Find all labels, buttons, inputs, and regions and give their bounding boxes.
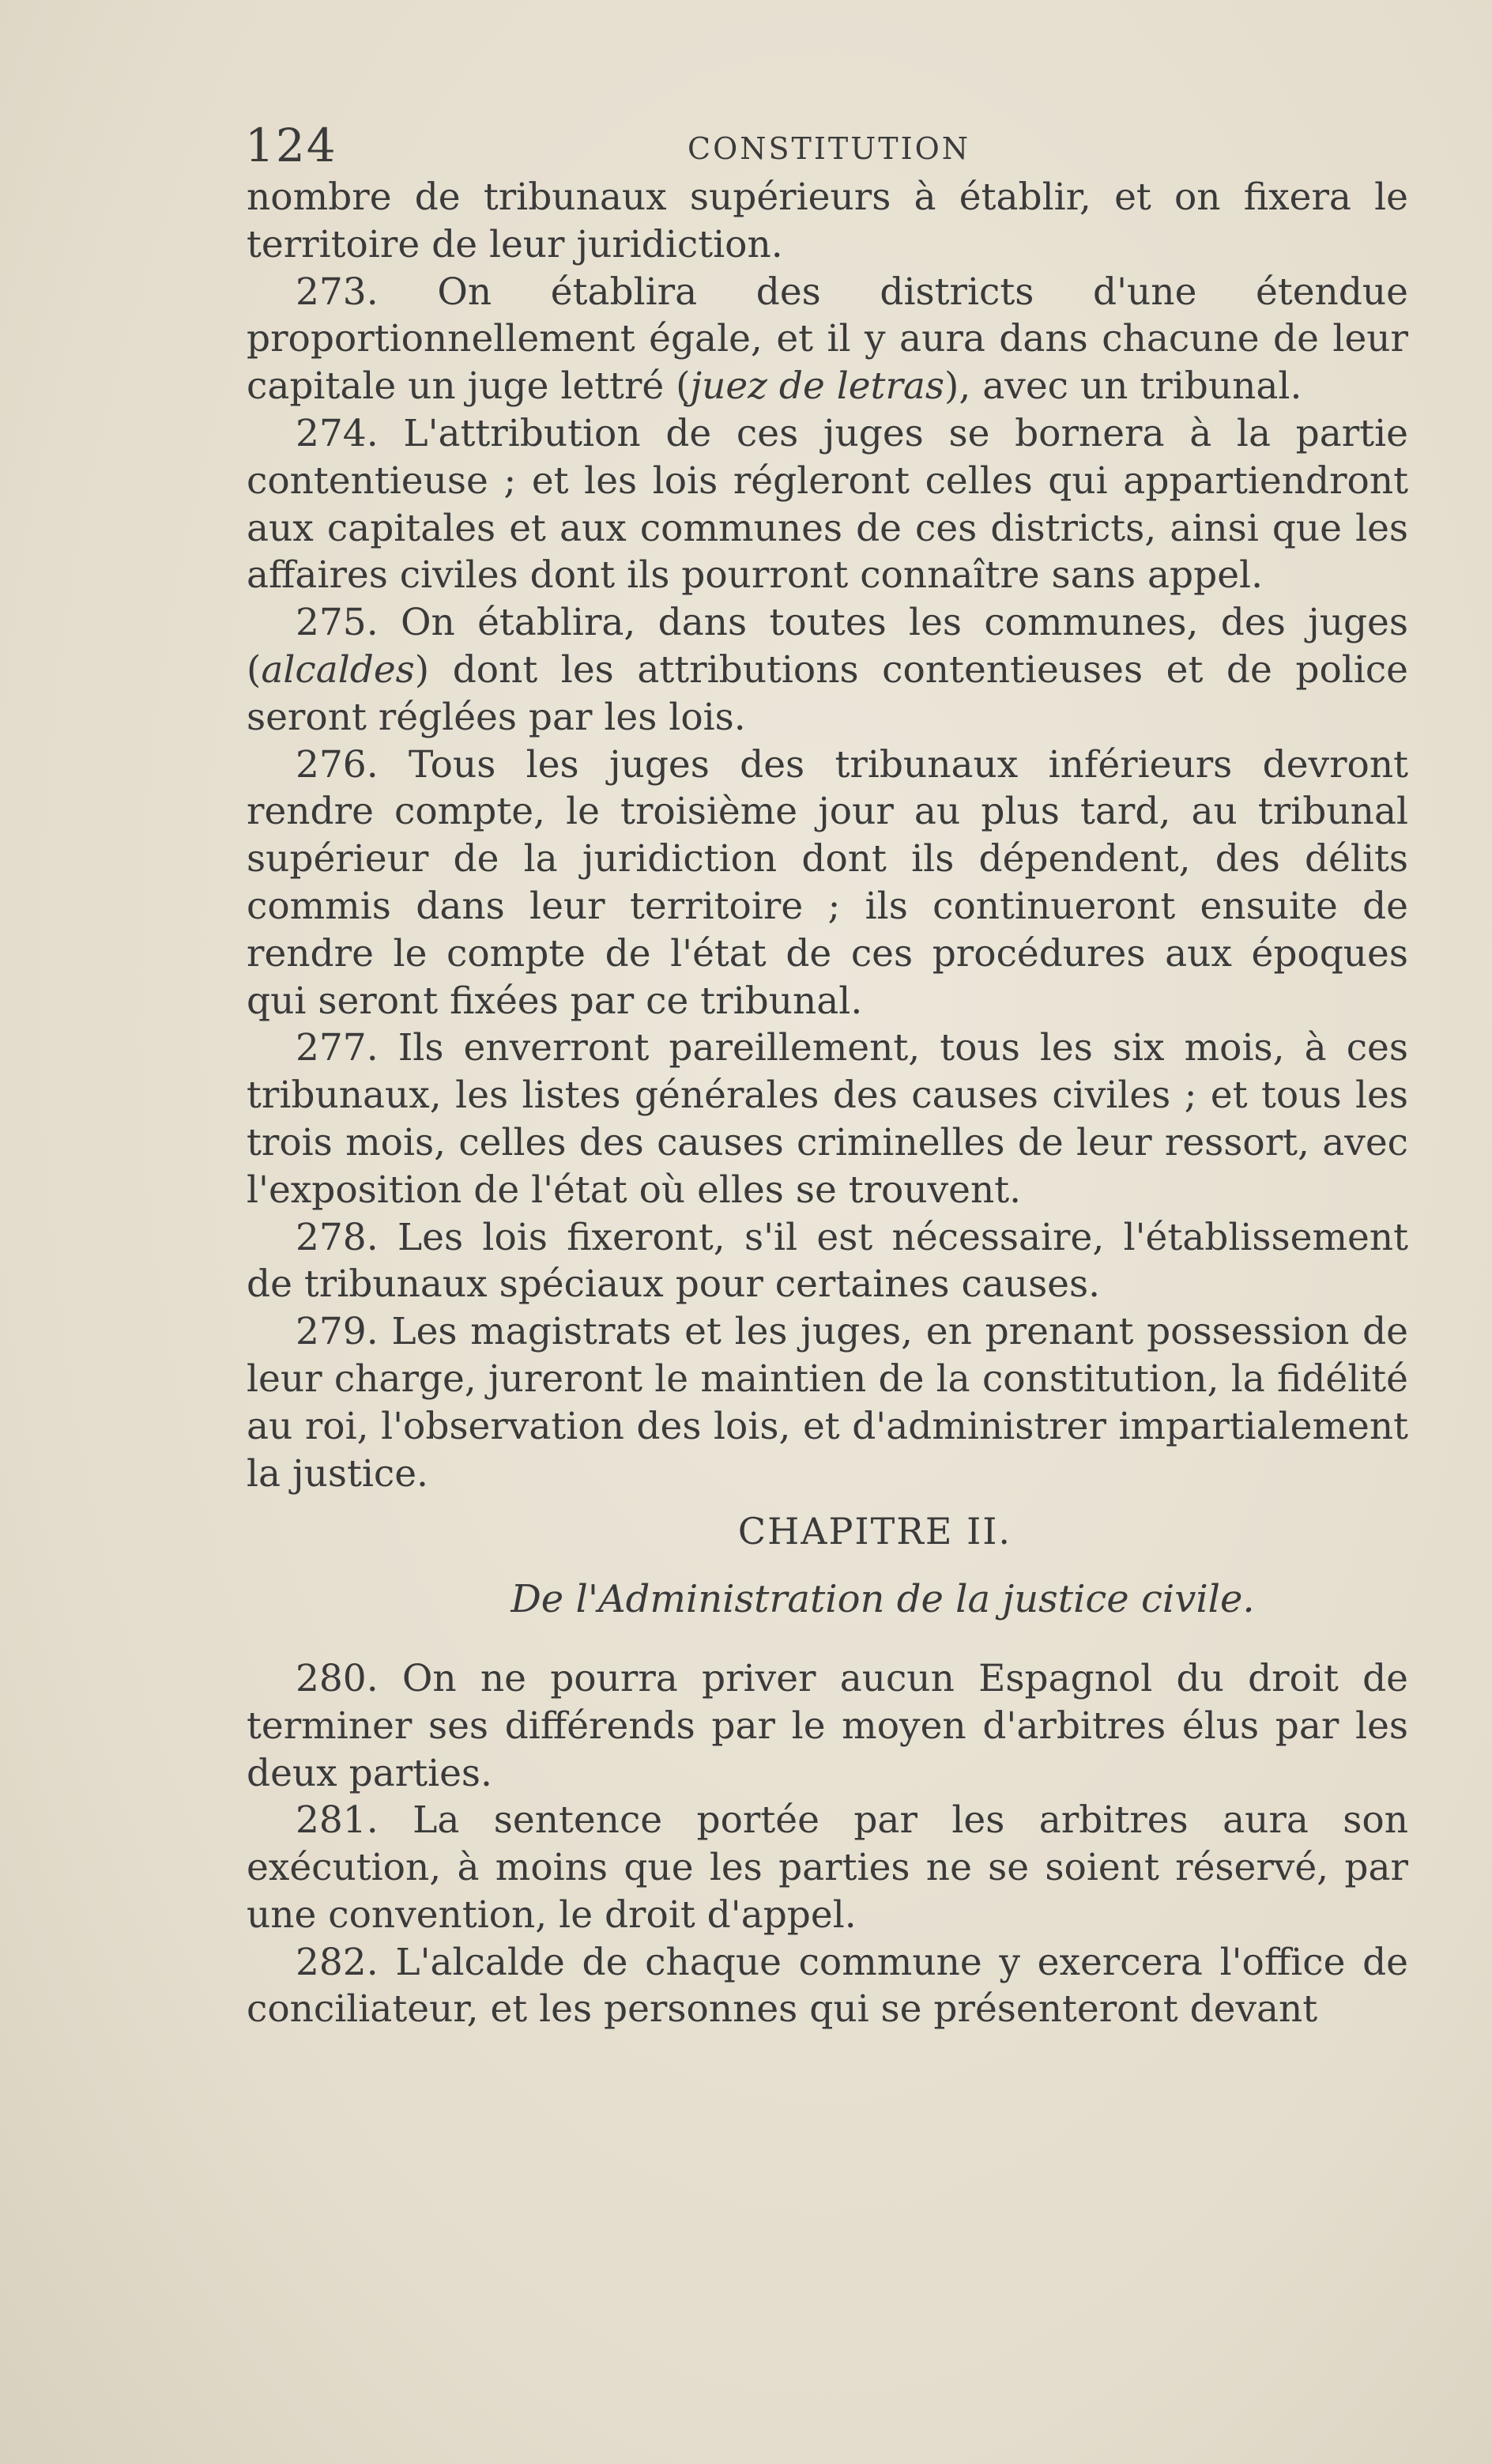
article-text: On établira des districts d'une étendue proportionnellement égale, et il y aura dans chacune de leur capitale un juge lettré ( (247, 270, 1408, 409)
page-number: 124 (245, 119, 337, 172)
article-273 (247, 269, 1408, 410)
article-number: 279. (296, 1310, 379, 1354)
paragraph-text: nombre de tribunaux supérieurs à établir, et on fixera le territoire de leur juridiction. (247, 175, 1408, 266)
article-number: 276. (296, 742, 379, 787)
article-279 (247, 1308, 1408, 1497)
article-number: 273. (296, 270, 379, 314)
paragraph-continuation (247, 174, 1408, 269)
article-275 (247, 599, 1408, 741)
article-number: 275. (296, 601, 379, 645)
article-276 (247, 741, 1408, 1025)
article-text: L'attribution de ces juges se bornera à la partie contentieuse ; et les lois régleront celles qui appartiendront aux capitales et aux communes de ces districts, ainsi que les affaires civiles dont ils pourront connaître sans appel. (247, 411, 1408, 598)
article-number: 282. (296, 1940, 379, 1984)
article-text: Tous les juges des tribunaux inférieurs devront rendre compte, le troisième jour au plus tard, au tribunal supérieur de la juridiction dont ils dépendent, des délits commis dans leur territoire ; ils continueront ensuite de rendre le compte de l'état de ces procédures aux époques qui seront fixées par ce tribunal. (247, 742, 1408, 1023)
article-text-after: ), avec un tribunal. (944, 364, 1302, 409)
article-italic: alcaldes (261, 647, 415, 692)
article-277 (247, 1024, 1408, 1213)
article-text: Les magistrats et les juges, en prenant possession de leur charge, jureront le maintien de la constitution, la fidélité au roi, l'observation des lois, et d'administrer impartialement la justice. (247, 1310, 1408, 1496)
body-text (247, 174, 1408, 2033)
article-number: 278. (296, 1215, 379, 1259)
article-number: 274. (296, 411, 379, 455)
article-text: Ils enverront pareillement, tous les six mois, à ces tribunaux, les listes générales des causes civiles ; et tous les trois mois, celles des causes criminelles de leur ressort, avec l'exposition de l'état où elles se trouvent. (247, 1026, 1408, 1212)
page-header (245, 119, 1407, 174)
article-text-after: ) dont les attributions contentieuses et de police seront réglées par les lois. (247, 647, 1408, 739)
article-text: La sentence portée par les arbitres aura son exécution, à moins que les parties ne se soient réservé, par une convention, le droit d'appel. (247, 1798, 1408, 1937)
chapter-title: CHAPITRE II. (737, 1510, 1012, 1553)
article-text: On établira, dans toutes les communes, des juges ( (247, 601, 1408, 692)
article-280 (247, 1655, 1408, 1797)
article-number: 280. (296, 1656, 379, 1700)
article-number: 277. (296, 1026, 379, 1070)
article-274 (247, 410, 1408, 599)
article-italic: juez de letras (690, 364, 945, 409)
article-text: On ne pourra priver aucun Espagnol du droit de terminer ses différends par le moyen d'arbitres élus par les deux parties. (247, 1656, 1408, 1795)
article-282 (247, 1939, 1408, 2034)
article-text: Les lois fixeront, s'il est nécessaire, l'établissement de tribunaux spéciaux pour certaines causes. (247, 1215, 1408, 1307)
article-281 (247, 1797, 1408, 1938)
article-number: 281. (296, 1798, 379, 1843)
running-title: CONSTITUTION (688, 131, 970, 166)
article-278 (247, 1214, 1408, 1309)
chapter-subtitle: De l'Administration de la justice civile. (511, 1577, 1255, 1622)
article-text: L'alcalde de chaque commune y exercera l'office de conciliateur, et les personnes qui se présenteront devant (247, 1940, 1408, 2032)
